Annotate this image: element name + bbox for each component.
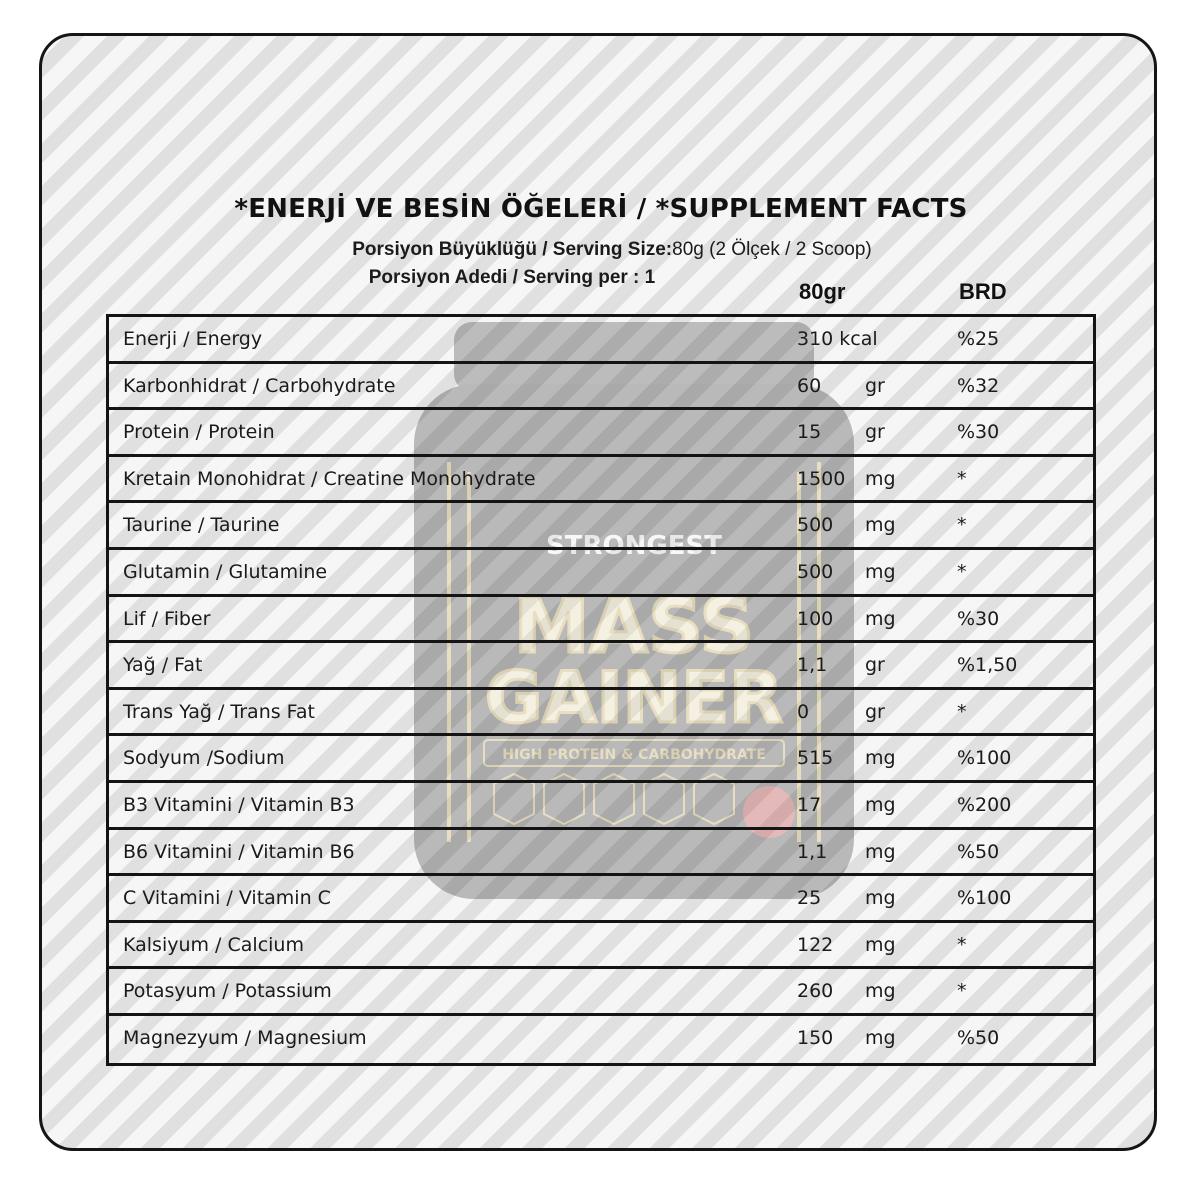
nutrient-brd: %30 <box>957 607 1000 630</box>
table-row <box>109 736 1093 783</box>
nutrient-unit: gr <box>865 421 885 444</box>
nutrient-value: 1,1 <box>797 840 828 863</box>
nutrient-value: 500 <box>797 560 834 583</box>
nutrient-brd: %50 <box>957 1026 1000 1049</box>
nutrient-name: Protein / Protein <box>123 421 275 444</box>
table-row <box>109 830 1093 877</box>
nutrient-unit: mg <box>865 840 896 863</box>
nutrient-brd: * <box>957 700 967 723</box>
nutrient-value: 15 <box>797 421 822 444</box>
nutrient-name: C Vitamini / Vitamin C <box>123 887 331 910</box>
nutrient-brd: %100 <box>957 747 1012 770</box>
nutrient-brd: %100 <box>957 887 1012 910</box>
table-row <box>109 643 1093 690</box>
nutrient-brd: %200 <box>957 793 1012 816</box>
nutrient-unit: mg <box>865 933 896 956</box>
table-row <box>109 410 1093 457</box>
nutrient-brd: * <box>957 933 967 956</box>
nutrient-brd: %25 <box>957 328 1000 350</box>
column-header-amount: 80gr <box>799 279 846 304</box>
nutrient-brd: %30 <box>957 421 1000 444</box>
brand-logo: STRONGEST <box>546 531 722 561</box>
table-row <box>109 597 1093 644</box>
svg-text:HIGH PROTEIN & CARBOHYDRATE: HIGH PROTEIN & CARBOHYDRATE <box>502 747 766 763</box>
nutrient-value: 1,1 <box>797 654 828 677</box>
nutrient-value: 122 <box>797 933 834 956</box>
serving-size <box>42 239 1157 261</box>
nutrient-value: 260 <box>797 980 834 1003</box>
nutrient-name: Magnezyum / Magnesium <box>123 1026 367 1049</box>
table-row <box>109 503 1093 550</box>
nutrient-value: 310 kcal <box>797 328 878 350</box>
nutrient-unit: gr <box>865 700 885 723</box>
page-title: *ENERJİ VE BESİN ÖĞELERİ / *SUPPLEMENT FACTS <box>234 194 968 224</box>
nutrient-brd: %32 <box>957 374 1000 397</box>
nutrient-name: Enerji / Energy <box>123 328 263 350</box>
nutrient-brd: * <box>957 514 967 537</box>
nutrient-brd: %50 <box>957 840 1000 863</box>
nutrient-value: 0 <box>797 700 810 723</box>
table-row <box>109 923 1093 970</box>
nutrient-name: Sodyum /Sodium <box>123 747 285 770</box>
nutrient-name: Yağ / Fat <box>123 654 203 677</box>
nutrient-name: Trans Yağ / Trans Fat <box>123 700 315 723</box>
table-row <box>109 969 1093 1016</box>
nutrient-value: 500 <box>797 514 834 537</box>
nutrient-unit: gr <box>865 374 885 397</box>
nutrient-unit: mg <box>865 793 896 816</box>
nutrient-unit: mg <box>865 980 896 1003</box>
table-row <box>109 690 1093 737</box>
nutrient-name: Karbonhidrat / Carbohydrate <box>123 374 396 397</box>
nutrient-value: 100 <box>797 607 834 630</box>
nutrient-value: 1500 <box>797 467 846 490</box>
nutrient-unit: mg <box>865 560 896 583</box>
serving-per-text: Porsiyon Adedi / Serving per : 1 <box>368 267 656 288</box>
nutrient-value: 17 <box>797 793 822 816</box>
table-row <box>109 550 1093 597</box>
serving-size-value: 80g (2 Ölçek / 2 Scoop) <box>672 239 872 260</box>
nutrient-value: 25 <box>797 887 822 910</box>
nutrient-unit: mg <box>865 747 896 770</box>
svg-text:GAINER: GAINER <box>485 657 783 739</box>
table-row <box>109 457 1093 504</box>
nutrient-name: B3 Vitamini / Vitamin B3 <box>123 793 355 816</box>
column-header-brd: BRD <box>959 279 1007 304</box>
nutrition-table <box>106 314 1096 1066</box>
nutrient-value: 150 <box>797 1026 834 1049</box>
serving-size-label: Porsiyon Büyüklüğü / Serving Size: <box>352 239 673 260</box>
nutrient-name: Potasyum / Potassium <box>123 980 332 1003</box>
table-row <box>109 876 1093 923</box>
nutrient-brd: * <box>957 467 967 490</box>
svg-text:MASS: MASS <box>513 581 755 670</box>
nutrient-name: Taurine / Taurine <box>123 514 280 537</box>
nutrient-unit: mg <box>865 514 896 537</box>
nutrient-name: Glutamin / Glutamine <box>123 560 328 583</box>
nutrient-name: Lif / Fiber <box>123 607 211 630</box>
table-row <box>109 364 1093 411</box>
nutrient-brd: %1,50 <box>957 654 1018 677</box>
nutrient-brd: * <box>957 560 967 583</box>
supplement-facts-card <box>39 33 1157 1151</box>
nutrient-unit: mg <box>865 467 896 490</box>
nutrient-unit: gr <box>865 654 885 677</box>
table-row <box>109 783 1093 830</box>
nutrient-unit: mg <box>865 1026 896 1049</box>
nutrient-unit: mg <box>865 887 896 910</box>
nutrient-brd: * <box>957 980 967 1003</box>
table-row <box>109 317 1093 364</box>
table-row <box>109 1016 1093 1063</box>
nutrient-value: 60 <box>797 374 822 397</box>
nutrient-name: B6 Vitamini / Vitamin B6 <box>123 840 355 863</box>
nutrient-name: Kalsiyum / Calcium <box>123 933 304 956</box>
nutrient-unit: mg <box>865 607 896 630</box>
nutrient-name: Kretain Monohidrat / Creatine Monohydrate <box>123 467 536 490</box>
nutrient-value: 515 <box>797 747 834 770</box>
